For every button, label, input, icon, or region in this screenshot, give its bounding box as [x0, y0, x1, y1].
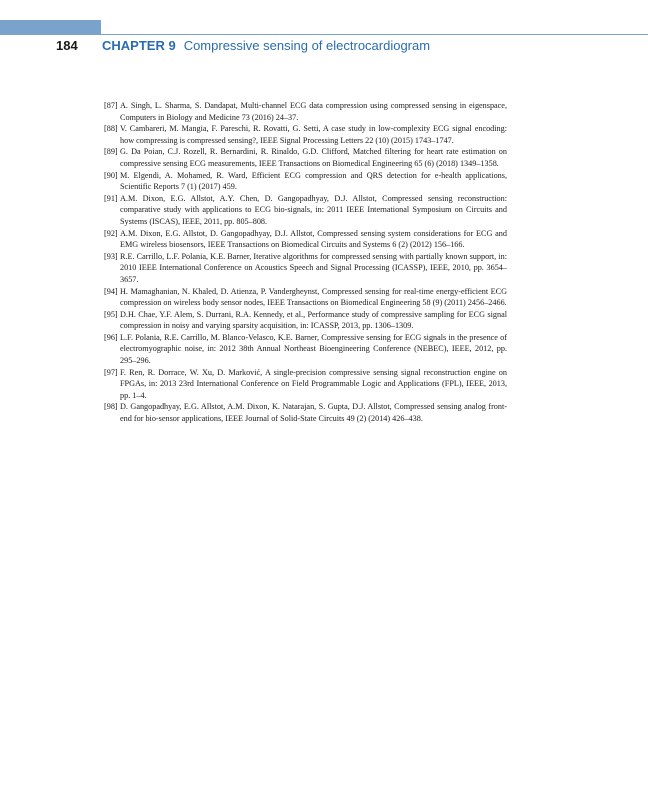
- reference-item: [104, 251, 507, 286]
- reference-number: [90]: [104, 170, 118, 180]
- reference-number: [96]: [104, 332, 118, 342]
- reference-text: H. Mamaghanian, N. Khaled, D. Atienza, P. Vandergheynst, Compressed sensing for real-time energy-efficient ECG compression on wireless body sensor nodes, IEEE Transactions on Biomedical Engineering 58 (9) (2011) 2456–2466.: [120, 286, 507, 308]
- reference-number: [91]: [104, 193, 118, 203]
- reference-item: [104, 146, 507, 169]
- reference-item: [104, 228, 507, 251]
- reference-number: [97]: [104, 367, 118, 377]
- reference-text: D.H. Chae, Y.F. Alem, S. Durrani, R.A. Kennedy, et al., Performance study of compressive sampling for ECG signal compression in noisy and varying sparsity acquisition, in: ICASSP, 2013, pp. 1306–1309.: [120, 309, 507, 331]
- reference-number: [92]: [104, 228, 118, 238]
- reference-item: [104, 332, 507, 367]
- reference-text: D. Gangopadhyay, E.G. Allstot, A.M. Dixon, K. Natarajan, S. Gupta, D.J. Allstot, Compressed sensing analog front-end for bio-sensor applications, IEEE Journal of Solid-State Circuits 49 (2) (2014) 426–438.: [120, 402, 507, 424]
- reference-item: [104, 286, 507, 309]
- reference-item: [104, 401, 507, 424]
- reference-item: [104, 170, 507, 193]
- page-number: 184: [56, 38, 78, 53]
- reference-text: R.E. Carrillo, L.F. Polania, K.E. Barner, Iterative algorithms for compressed sensing with partially known support, in: 2010 IEEE International Conference on Acoustics Speech and Signal Processing (ICASSP), IEEE, 2010, pp. 3654–3657.: [120, 251, 507, 284]
- chapter-title: Compressive sensing of electrocardiogram: [183, 38, 431, 53]
- reference-number: [94]: [104, 286, 118, 296]
- header-rule: [101, 34, 648, 35]
- reference-text: G. Da Poian, C.J. Rozell, R. Bernardini, R. Rinaldo, G.D. Clifford, Matched filtering for heart rate estimation on compressive sensing ECG measurements, IEEE Transactions on Biomedical Engineering 65 (6) (2018) 1349–1358.: [120, 147, 507, 168]
- reference-number: [93]: [104, 251, 118, 261]
- reference-item: [104, 309, 507, 332]
- reference-text: A.M. Dixon, E.G. Allstot, A.Y. Chen, D. Gangopadhyay, D.J. Allstot, Compressed sensing reconstruction: comparative study with applications to ECG bio-signals, in: 2011 IEEE International Symposium on Circuits and Systems (ISCAS), IEEE, 2011, pp. 805–808.: [120, 193, 507, 226]
- reference-number: [98]: [104, 402, 118, 412]
- reference-number: [89]: [104, 147, 118, 157]
- reference-item: [104, 123, 507, 146]
- reference-item: [104, 193, 507, 228]
- reference-text: L.F. Polania, R.E. Carrillo, M. Blanco-Velasco, K.E. Barner, Compressive sensing for ECG signals in the presence of electromyographic noise, in: 2012 38th Annual Northeast Bioengineering Conference (NEBEC), IEEE, 2012, pp. 295–296.: [120, 332, 507, 366]
- chapter-label: CHAPTER 9: [102, 38, 176, 53]
- reference-number: [87]: [104, 101, 118, 110]
- reference-text: A. Singh, L. Sharma, S. Dandapat, Multi-channel ECG data compression using compressed sensing in eigenspace, Computers in Biology and Medicine 73 (2016) 24–37.: [120, 101, 507, 122]
- reference-text: V. Cambareri, M. Mangia, F. Pareschi, R. Rovatti, G. Setti, A case study in low-complexity ECG signal encoding: how compressing is compressed sensing?, IEEE Signal Processing Letters 22 (10) (2015) 1743–1747.: [120, 124, 507, 145]
- running-head: [56, 38, 430, 56]
- reference-number: [88]: [104, 124, 118, 134]
- reference-item: [104, 100, 507, 123]
- header-color-bar: [0, 20, 101, 35]
- reference-text: M. Elgendi, A. Mohamed, R. Ward, Efficient ECG compression and QRS detection for e-health applications, Scientific Reports 7 (1) (2017) 459.: [120, 170, 507, 192]
- reference-list: [104, 100, 507, 425]
- reference-item: [104, 367, 507, 402]
- reference-number: [95]: [104, 309, 118, 319]
- reference-text: F. Ren, R. Dorrace, W. Xu, D. Marković, A single-precision compressive sensing signal reconstruction engine on FPGAs, in: 2013 23rd International Conference on Field Programmable Logic and Applications (FPL), IEEE, 2013, pp. 1–4.: [120, 367, 507, 400]
- reference-text: A.M. Dixon, E.G. Allstot, D. Gangopadhyay, D.J. Allstot, Compressed sensing system considerations for ECG and EMG wireless biosensors, IEEE Transactions on Biomedical Circuits and Systems 6 (2) (2012) 156–166.: [120, 228, 507, 250]
